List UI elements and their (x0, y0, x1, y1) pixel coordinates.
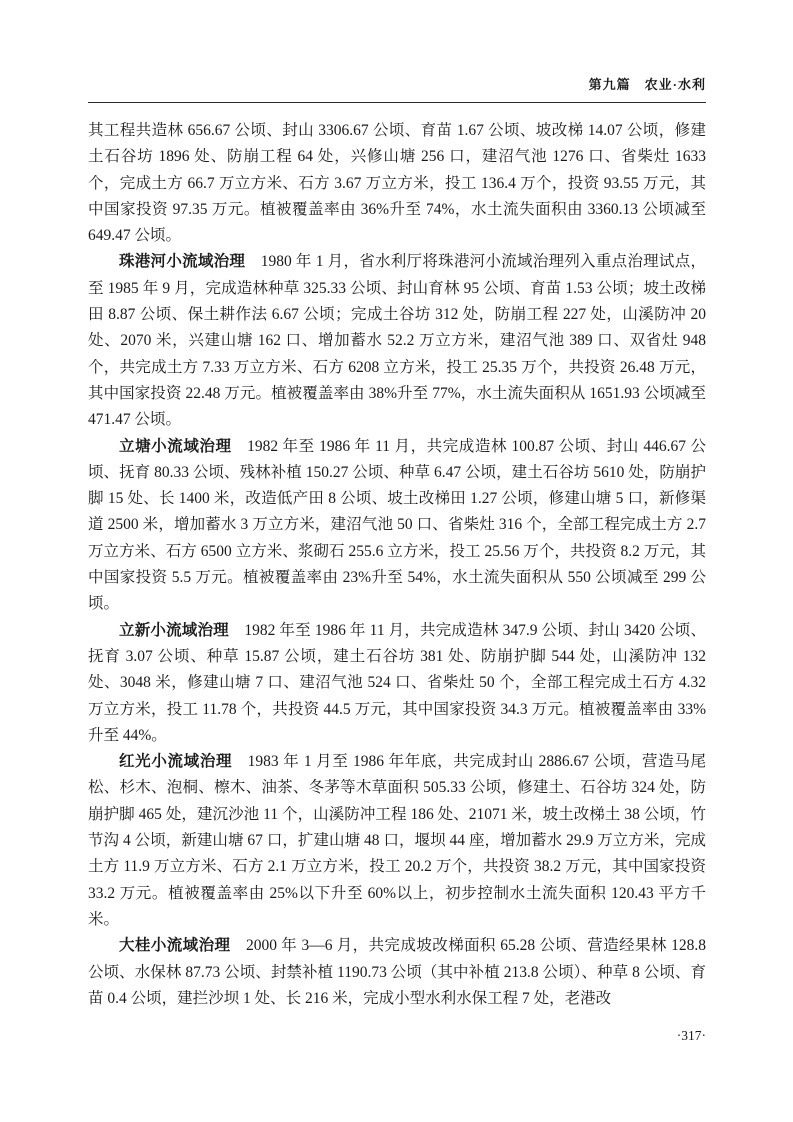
section-title: 珠港河小流域治理 (119, 253, 246, 271)
page-number: ·317· (676, 1028, 706, 1043)
section-text: 1982 年至 1986 年 11 月，共完成造林 100.87 公顷、封山 446.67 公顷、抚育 80.33 公顷、残林补植 150.27 公顷、种草 6.47 公顷，建土石谷坊 5610 处，防崩护脚 15 处、长 1400 米，改造低产田 8 公顷、坡土改梯田 1.27 公顷，修建山塘 5 口，新修渠道 2500 米，增加蓄水 3 万立方米，建沼气池 50 口、省柴灶 316 个，全部工程完成土方 2.7 万立方米、石方 6500 立方米、浆砌石 255.6 立方米，投工 25.56 万个，共投资 8.2 万元，其中国家投资 5.5 万元。植被覆盖率由 23%升至 54%，水土流失面积从 550 公顷减至 299 公顷。 (88, 437, 706, 613)
paragraph-section-hongguang (88, 749, 706, 933)
section-title: 立塘小流域治理 (119, 437, 232, 455)
paragraph-section-litang (88, 434, 706, 618)
section-title: 红光小流域治理 (119, 753, 233, 771)
section-title: 大桂小流域治理 (119, 937, 231, 955)
section-text: 1980 年 1 月，省水利厅将珠港河小流域治理列入重点治理试点，至 1985 年 9 月，完成造林种草 325.33 公顷、封山育林 95 公顷、育苗 1.53 公顷；坡土改梯田 8.87 公顷、保土耕作法 6.67 公顷；完成土谷坊 312 处，防崩工程 227 处，山溪防冲 20 处、2070 米，兴建山塘 162 口、增加蓄水 52.2 万立方米，建沼气池 389 口、双省灶 948 个，共完成土方 7.33 万立方米、石方 6208 立方米，投工 25.35 万个，共投资 26.48 万元，其中国家投资 22.48 万元。植被覆盖率由 38%升至 77%，水土流失面积从 1651.93 公顷减至 471.47 公顷。 (88, 253, 706, 429)
page-body (88, 118, 706, 1012)
page-header (88, 74, 706, 103)
section-title: 立新小流域治理 (119, 621, 229, 639)
paragraph-section-lixin (88, 618, 706, 749)
header-title: 第九篇 农业·水利 (588, 77, 706, 92)
paragraph-text: 其工程共造林 656.67 公顷、封山 3306.67 公顷、育苗 1.67 公顷、坡改梯 14.07 公顷，修建土石谷坊 1896 处、防崩工程 64 处，兴修山塘 256 口，建沼气池 1276 口、省柴灶 1633 个，完成土方 66.7 万立方米、石方 3.67 万立方米，投工 136.4 万个，投资 93.55 万元，其中国家投资 97.35 万元。植被覆盖率由 36%升至 74%，水土流失面积由 3360.13 公顷减至 649.47 公顷。 (88, 122, 706, 245)
paragraph-section-zhugang (88, 249, 706, 433)
section-text: 2000 年 3—6 月，共完成坡改梯面积 65.28 公顷、营造经果林 128.8 公顷、水保林 87.73 公顷、封禁补植 1190.73 公顷（其中补植 213.8 公顷）、种草 8 公顷、育苗 0.4 公顷，建拦沙坝 1 处、长 216 米，完成小型水利水保工程 7 处，老港改 (88, 937, 706, 1007)
section-text: 1983 年 1 月至 1986 年年底，共完成封山 2886.67 公顷，营造马尾松、杉木、泡桐、檫木、油茶、冬茅等木草面积 505.33 公顷，修建土、石谷坊 324 处，防崩护脚 465 处，建沉沙池 11 个，山溪防冲工程 186 处、21071 米，坡土改梯土 38 公顷，竹节沟 4 公顷，新建山塘 67 口，扩建山塘 48 口，堰坝 44 座，增加蓄水 29.9 万立方米，完成土方 11.9 万立方米、石方 2.1 万立方米，投工 20.2 万个，共投资 38.2 万元，其中国家投资 33.2 万元。植被覆盖率由 25%以下升至 60%以上，初步控制水土流失面积 120.43 平方千米。 (88, 753, 706, 928)
paragraph-section-dagui (88, 933, 706, 1012)
section-text: 1982 年至 1986 年 11 月，共完成造林 347.9 公顷、封山 3420 公顷、抚育 3.07 公顷、种草 15.87 公顷，建土石谷坊 381 处、防崩护脚 544 处，山溪防冲 132 处、3048 米，修建山塘 7 口、建沼气池 524 口、省柴灶 50 个，全部工程完成土石方 4.32 万立方米，投工 11.78 个，共投资 44.5 万元，其中国家投资 34.3 万元。植被覆盖率由 33%升至 44%。 (88, 621, 706, 744)
paragraph-continuation (88, 118, 706, 249)
